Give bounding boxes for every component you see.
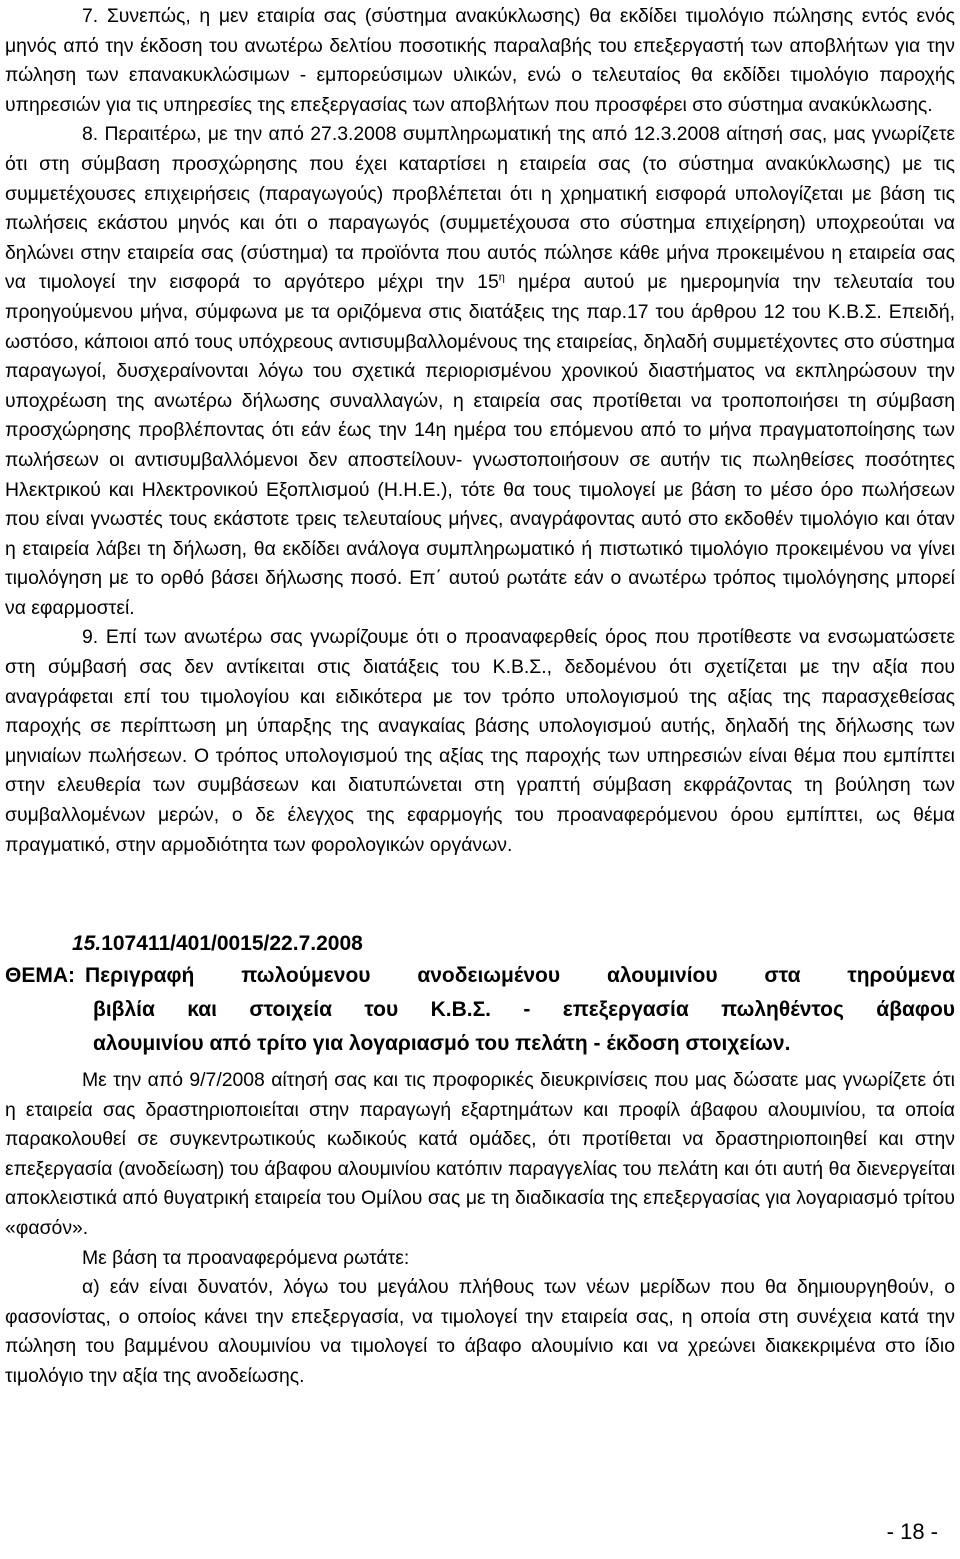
page-number: - 18 -	[886, 1519, 938, 1544]
protocol-reference: 107411/401/0015/22.7.2008	[101, 932, 363, 955]
subject-label: ΘΕΜΑ:	[5, 964, 75, 987]
subject-line-3: αλουμινίου από τρίτο για λογαριασμό του πελάτη - έκδοση στοιχείων.	[93, 1032, 791, 1055]
subject-line-1: Περιγραφή πωλούμενου ανοδειωμένου αλουμινίου στα τηρούμενα	[85, 964, 955, 987]
reply-paragraph-1: Με την από 9/7/2008 αίτησή σας και τις προφορικές διευκρινίσεις που μας δώσατε μας γνωρίζετε ότι η εταιρεία σας δραστηριοποιείται στην παραγωγή εξαρτημάτων και προφίλ άβαφου αλουμινίου, τα οποία παρακολουθεί σε συγκεντρωτικούς κωδικούς κατά ομάδες, ότι προτίθεται να δραστηριοποιηθεί και στην επεξεργασία (ανοδείωση) του άβαφου αλουμινίου κατόπιν παραγγελίας του πελάτη και ότι αυτή θα διενεργείται αποκλειστικά από θυγατρική εταιρεία του Ομίλου σας με τη διαδικασία της επεξεργασίας για λογαριασμό τρίτου «φασόν».	[5, 1069, 955, 1239]
paragraph-8-part-1: 8. Περαιτέρω, με την από 27.3.2008 συμπληρωματική της από 12.3.2008 αίτησή σας, μας γνωρίζετε ότι στη σύμβαση προσχώρησης που έχει καταρτίσει η εταιρεία σας (το σύστημα ανακύκλωσης) με τις συμμετέχουσες επιχειρήσεις (παραγωγούς) προβλέπεται ότι η χρηματική εισφορά υπολογίζεται με βάση τις πωλήσεις εκάστου μηνός και ότι ο παραγωγός (συμμετέχουσα στο σύστημα επιχείρηση) υποχρεούται να δηλώνει στην εταιρεία σας (σύστημα) τα προϊόντα που αυτός πώλησε κάθε μήνα προκειμένου η εταιρεία σας να τιμολογεί την εισφορά το αργότερο μέχρι την 15	[5, 123, 955, 294]
body-text-reply	[5, 1066, 955, 1392]
reply-paragraph-3: α) εάν είναι δυνατόν, λόγω του μεγάλου πλήθους των νέων μερίδων που θα δημιουργηθούν, ο φασονίστας, ο οποίος κάνει την επεξεργασία, να τιμολογεί την εταιρεία σας, η οποία στη συνέχεια κατά την πώληση του βαμμένου αλουμινίου να τιμολογεί το άβαφο αλουμίνιο και να χρεώνει διακεκριμένα στο ίδιο τιμολόγιο την αξία της ανοδείωσης.	[5, 1276, 955, 1387]
paragraph-8-part-2: ημέρα αυτού με ημερομηνία την τελευταία του προηγούμενου μήνα, σύμφωνα με τα οριζόμενα στις διατάξεις της παρ.17 του άρθρου 12 του Κ.Β.Σ. Επειδή, ωστόσο, κάποιοι από τους υπόχρεους αντισυμβαλλομένους της εταιρείας, δηλαδή συμμετέχοντες στο σύστημα παραγωγοί, δυσχεραίνονται λόγω του σχετικά περιορισμένου χρονικού διαστήματος να εκπληρώσουν την υποχρέωση της ανωτέρω δήλωσης συναλλαγών, η εταιρεία σας προτίθεται να τροποποιήσει τη σύμβαση προσχώρησης προβλέποντας ότι εάν έως την 14η ημέρα του επόμενου από το μήνα πραγματοποίησης των πωλήσεων οι αντισυμβαλλόμενοι δεν αποστείλουν- γνωστοποιήσουν σε αυτήν τις πωληθείσες ποσότητες Ηλεκτρικού και Ηλεκτρονικού Εξοπλισμού (Η.Η.Ε.), τότε θα τους τιμολογεί με βάση το μέσο όρο πωλήσεων που είναι γνωστές τους εκάστοτε τρεις τελευταίους μήνες, αναγράφοντας αυτό στο εκδοθέν τιμολόγιο και όταν η εταιρεία λάβει τη δήλωση, θα εκδίδει ανάλογα συμπληρωματικό ή πιστωτικό τιμολόγιο προκειμένου να γίνει τιμολόγηση με το ορθό βάσει δήλωσης ποσό. Επ΄ αυτού ρωτάτε εάν ο ανωτέρω τρόπος τιμολόγησης μπορεί να εφαρμοστεί.	[5, 271, 955, 619]
subject-line-2: βιβλία και στοιχεία του Κ.Β.Σ. - επεξεργασία πωληθέντος άβαφου	[93, 998, 955, 1021]
paragraph-8	[5, 120, 955, 623]
subject-first-line	[5, 959, 955, 993]
section-number: 15.	[72, 932, 102, 955]
paragraph-7: 7. Συνεπώς, η μεν εταιρία σας (σύστημα ανακύκλωσης) θα εκδίδει τιμολόγιο πώλησης εντός ενός μηνός από την έκδοση του ανωτέρω δελτίου ποσοτικής παραλαβής του επεξεργαστή των αποβλήτων για την πώληση των επανακυκλώσιμων - εμπορεύσιμων υλικών, ενώ ο τελευταίος θα εκδίδει τιμολόγιο παροχής υπηρεσιών για τις υπηρεσίες της επεξεργασίας των αποβλήτων που προσφέρει στο σύστημα ανακύκλωσης.	[5, 5, 955, 116]
body-text-top	[5, 2, 955, 860]
section-reference	[72, 930, 960, 958]
paragraph-9: 9. Επί των ανωτέρω σας γνωρίζουμε ότι ο προαναφερθείς όρος που προτίθεστε να ενσωματώσετε στη σύμβασή σας δεν αντίκειται στις διατάξεις του Κ.Β.Σ., δεδομένου ότι σχετίζεται με την αξία που αναγράφεται επί του τιμολογίου και ειδικότερα με τον τρόπο υπολογισμού της αξίας της παρασχεθείσας παροχής σε περίπτωση μη ύπαρξης της αναγκαίας βάσης υπολογισμού αυτής, δηλαδή της δήλωσης των μηνιαίων πωλήσεων. Ο τρόπος υπολογισμού της αξίας της παροχής των υπηρεσιών είναι θέμα που εμπίπτει στην ελευθερία των συμβάσεων και διατυπώνεται στη γραπτή σύμβαση εκφράζοντας τη βούληση των συμβαλλομένων μερών, ο δε έλεγχος της εφαρμογής του προαναφερόμενου όρου εμπίπτει, ως θέμα πραγματικό, στην αρμοδιότητα των φορολογικών οργάνων.	[5, 626, 955, 856]
reply-paragraph-2: Με βάση τα προαναφερόμενα ρωτάτε:	[82, 1246, 410, 1269]
superscript-eta: η	[498, 271, 505, 284]
section-subject	[5, 959, 955, 1061]
